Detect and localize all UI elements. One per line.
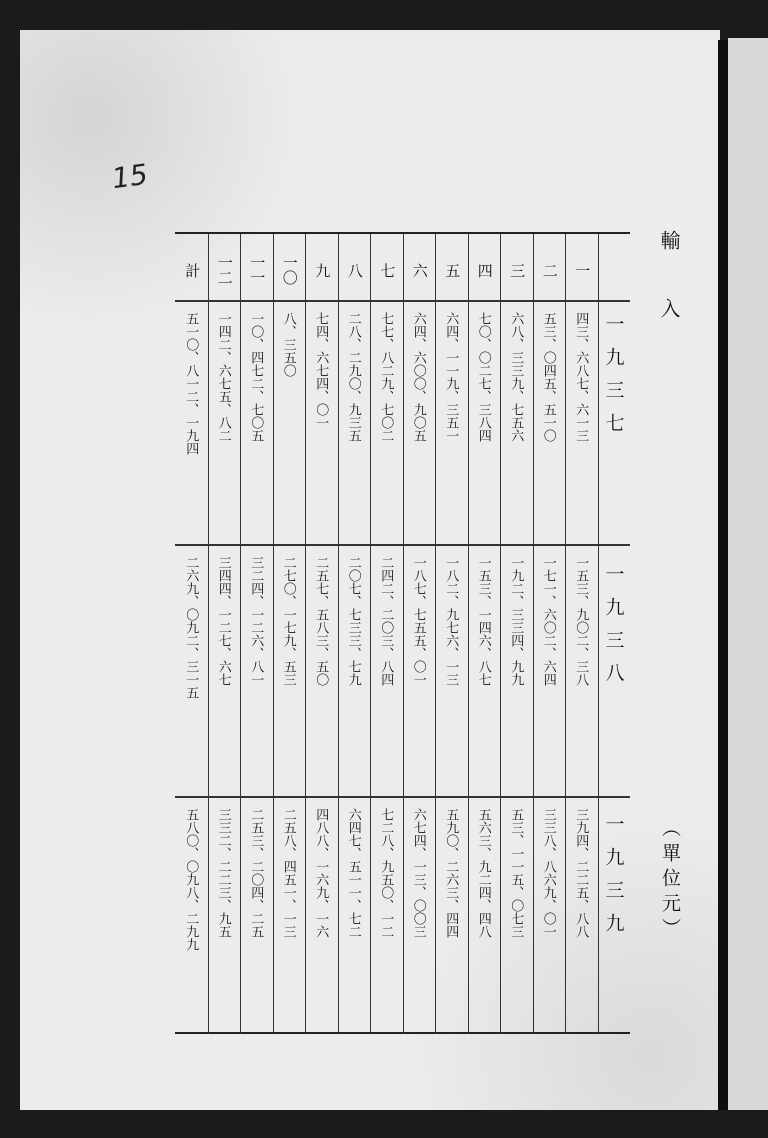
value-cell: 五六三、九二四、四八 (475, 808, 491, 938)
value-cell: 四三、六八七、六一三 (573, 312, 589, 442)
column-rule (435, 234, 436, 1034)
year-label: 一九三九 (602, 814, 625, 946)
value-cell: 二四二、二〇三、八四 (378, 556, 394, 686)
value-cell: 七七、八二九、七〇二 (378, 312, 394, 442)
row-label: 八 (345, 262, 364, 278)
import-table (175, 232, 630, 1034)
row-label: 一 (573, 262, 592, 278)
value-cell: 一八二、九七六、一三 (443, 556, 459, 686)
value-cell: 一四二、六七五、八二 (215, 312, 231, 442)
value-cell: 六四、六〇〇、九〇五 (410, 312, 426, 442)
value-cell: 六四、一一九、三五一 (443, 312, 459, 442)
column-rule (338, 234, 339, 1034)
value-cell: 八、三五〇 (280, 312, 296, 377)
value-cell: 一九二、三三四、九九 (508, 556, 524, 686)
value-cell: 五九〇、二六三、四四 (443, 808, 459, 938)
row-label: 一一 (248, 255, 267, 285)
year-label: 一九三八 (602, 564, 625, 696)
value-cell: 五八〇、〇九八、二九九 (183, 808, 199, 951)
value-cell: 三四四、一二七、六七 (215, 556, 231, 686)
value-cell: 二六九、〇九二、三一五 (183, 556, 199, 699)
row-label: 計 (183, 262, 202, 278)
column-rule (370, 234, 371, 1034)
table-title: 輸入 (657, 230, 681, 366)
value-cell: 三九四、二二五、八八 (573, 808, 589, 938)
column-rule (565, 234, 566, 1034)
value-cell: 三三二、二二三、九五 (215, 808, 231, 938)
value-cell: 一五三、一四六、八七 (475, 556, 491, 686)
page-binding-edge (718, 40, 728, 1110)
value-cell: 一〇、四七二、七〇五 (248, 312, 264, 442)
column-rule (533, 234, 534, 1034)
value-cell: 二五八、四五一、一三 (280, 808, 296, 938)
value-cell: 二七〇、一七九、五三 (280, 556, 296, 686)
value-cell: 二五三、二〇四、二五 (248, 808, 264, 938)
value-cell: 六八、三三九、七五六 (508, 312, 524, 442)
value-cell: 七二八、九五〇、一二 (378, 808, 394, 938)
column-rule (598, 234, 599, 1034)
value-cell: 一八七、七五五、〇一 (410, 556, 426, 686)
value-cell: 五三、一一五、〇七三 (508, 808, 524, 938)
row-label: 一〇 (280, 255, 299, 285)
column-rule (240, 234, 241, 1034)
row-label: 九 (313, 262, 332, 278)
unit-note: （單位元） (659, 818, 681, 943)
year-label: 一九三七 (602, 314, 625, 446)
row-label: 三 (508, 262, 527, 278)
row-label: 五 (443, 262, 462, 278)
value-cell: 三三八、八六九、〇一 (540, 808, 556, 938)
column-rule (208, 234, 209, 1034)
value-cell: 七四、六七四、〇一 (313, 312, 329, 429)
column-rule (305, 234, 306, 1034)
row-label: 一二 (215, 255, 234, 285)
value-cell: 二〇七、七三三、七九 (345, 556, 361, 686)
facing-page-edge (728, 38, 768, 1110)
value-cell: 一七一、六〇二、六四 (540, 556, 556, 686)
value-cell: 六七四、一三、〇〇三 (410, 808, 426, 938)
value-cell: 二五七、五八三、五〇 (313, 556, 329, 686)
value-cell: 三二四、一二六、八一 (248, 556, 264, 686)
column-rule (468, 234, 469, 1034)
row-label: 四 (475, 262, 494, 278)
row-label: 七 (378, 262, 397, 278)
value-cell: 二八、二九〇、九三五 (345, 312, 361, 442)
column-rule (500, 234, 501, 1034)
handwritten-page-number: 15 (109, 157, 150, 196)
value-cell: 一五三、九〇二、三八 (573, 556, 589, 686)
column-rule (273, 234, 274, 1034)
value-cell: 六四七、五一一、七二 (345, 808, 361, 938)
value-cell: 四八八、一六九、一六 (313, 808, 329, 938)
value-cell: 七〇、〇二七、三八四 (475, 312, 491, 442)
column-rule (403, 234, 404, 1034)
row-label: 六 (410, 262, 429, 278)
value-cell: 五一〇、八一二、一九四 (183, 312, 199, 455)
row-label: 二 (540, 262, 559, 278)
value-cell: 五三、〇四五、五一〇 (540, 312, 556, 442)
